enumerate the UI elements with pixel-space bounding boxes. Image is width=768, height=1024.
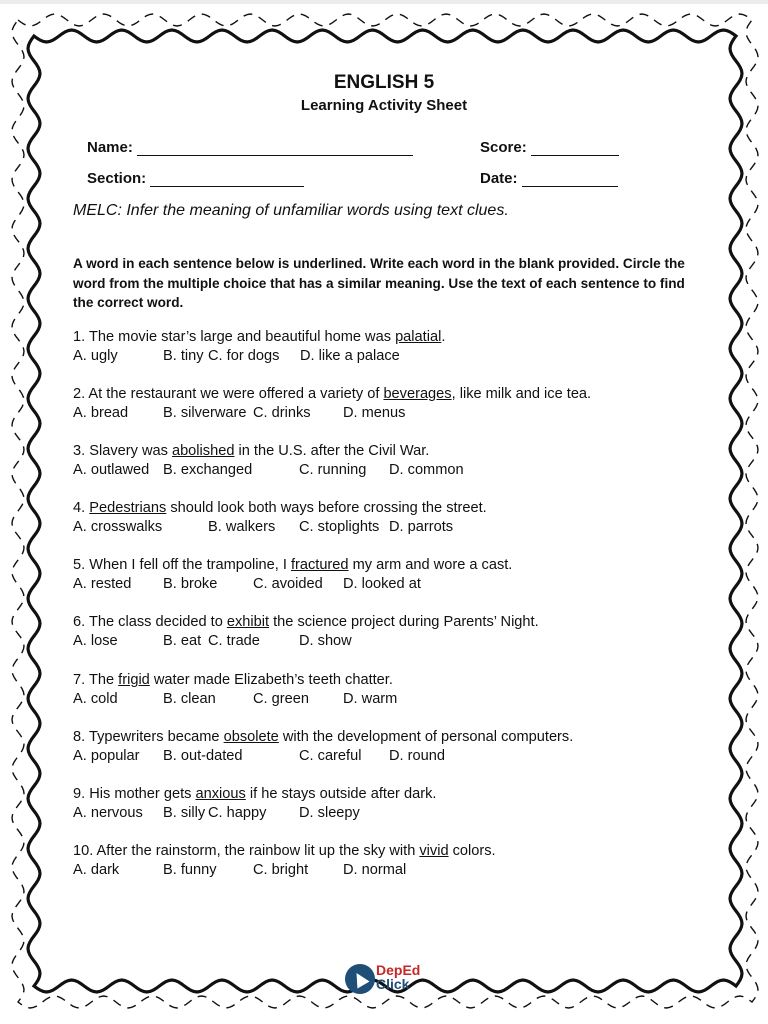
melc-statement: MELC: Infer the meaning of unfamiliar words using text clues. <box>73 202 509 219</box>
cursor-icon <box>345 964 375 994</box>
date-label: Date: <box>480 170 518 187</box>
option-a[interactable]: A. outlawed <box>73 462 150 478</box>
question-text: 3. Slavery was <box>73 443 172 459</box>
option-b[interactable]: B. out-dated <box>163 748 243 764</box>
name-field[interactable] <box>87 139 413 156</box>
option-d[interactable]: D. round <box>389 748 445 764</box>
question-text-end: my arm and wore a cast. <box>348 557 513 573</box>
option-b[interactable]: B. broke <box>163 576 218 592</box>
question-text-end: in the U.S. after the Civil War. <box>234 443 430 459</box>
worksheet-title: ENGLISH 5 <box>333 72 435 93</box>
option-c[interactable]: C. drinks <box>253 405 311 421</box>
option-b[interactable]: B. clean <box>163 691 216 707</box>
option-b[interactable]: B. walkers <box>208 519 276 535</box>
question-10 <box>73 843 496 859</box>
question-text: 1. The movie star’s large and beautiful home was <box>73 329 396 345</box>
option-c[interactable]: C. happy <box>208 805 267 821</box>
logo-text-line2: Click <box>376 976 410 992</box>
depedclick-logo <box>345 962 435 996</box>
question-1 <box>73 329 445 345</box>
option-b[interactable]: B. silverware <box>163 405 247 421</box>
option-a[interactable]: A. ugly <box>73 348 118 364</box>
question-4 <box>73 500 487 516</box>
question-text-end: the science project during Parents’ Night. <box>269 614 539 630</box>
option-a[interactable]: A. popular <box>73 748 140 764</box>
option-d[interactable]: D. warm <box>343 691 398 707</box>
underlined-word[interactable]: palatial <box>395 329 442 345</box>
question-5 <box>73 557 512 573</box>
option-a[interactable]: A. dark <box>73 862 120 878</box>
question-text: 5. When I fell off the trampoline, I <box>73 557 291 573</box>
option-c[interactable]: C. for dogs <box>208 348 280 364</box>
option-b[interactable]: B. funny <box>163 862 217 878</box>
option-c[interactable]: C. green <box>253 691 309 707</box>
option-a[interactable]: A. lose <box>73 633 118 649</box>
option-c[interactable]: C. running <box>299 462 367 478</box>
option-c[interactable]: C. avoided <box>253 576 323 592</box>
underlined-word[interactable]: abolished <box>171 443 235 459</box>
underlined-word[interactable]: Pedestrians <box>89 500 167 516</box>
name-label: Name: <box>87 139 133 156</box>
option-c[interactable]: C. stoplights <box>299 519 380 535</box>
question-6 <box>73 614 539 630</box>
underlined-word[interactable]: beverages <box>383 386 452 402</box>
option-c[interactable]: C. bright <box>253 862 309 878</box>
question-text: 2. At the restaurant we were offered a variety of <box>73 386 384 402</box>
question-text-end: should look both ways before crossing the street. <box>166 500 487 516</box>
question-text: 10. After the rainstorm, the rainbow lit up the sky with <box>73 843 420 859</box>
option-d[interactable]: D. show <box>299 633 352 649</box>
score-label: Score: <box>480 139 527 156</box>
option-a[interactable]: A. nervous <box>73 805 143 821</box>
logo-text-line1: DepEd <box>376 962 421 978</box>
underlined-word[interactable]: vivid <box>419 843 449 859</box>
question-text-end: water made Elizabeth’s teeth chatter. <box>149 672 393 688</box>
option-d[interactable]: D. looked at <box>343 576 421 592</box>
option-b[interactable]: B. eat <box>163 633 202 649</box>
underlined-word[interactable]: fractured <box>290 557 349 573</box>
option-d[interactable]: D. normal <box>343 862 407 878</box>
option-a[interactable]: A. cold <box>73 691 118 707</box>
section-line[interactable] <box>150 172 304 187</box>
option-d[interactable]: D. sleepy <box>299 805 360 821</box>
score-field[interactable] <box>480 139 619 156</box>
question-8 <box>73 729 573 745</box>
worksheet-subtitle: Learning Activity Sheet <box>300 97 468 114</box>
question-text: 8. Typewriters became <box>73 729 224 745</box>
underlined-word[interactable]: exhibit <box>226 614 270 630</box>
question-text: 6. The class decided to <box>73 614 227 630</box>
option-b[interactable]: B. exchanged <box>163 462 253 478</box>
option-a[interactable]: A. crosswalks <box>73 519 163 535</box>
question-text: 9. His mother gets <box>73 786 196 802</box>
question-3 <box>73 443 429 459</box>
question-text-end: . <box>441 329 446 345</box>
option-d[interactable]: D. common <box>389 462 464 478</box>
option-a[interactable]: A. bread <box>73 405 129 421</box>
question-text-end: , like milk and ice tea. <box>451 386 592 402</box>
question-2 <box>73 386 591 402</box>
date-line[interactable] <box>522 172 618 187</box>
underlined-word[interactable]: frigid <box>118 672 150 688</box>
question-9 <box>73 786 436 802</box>
question-text-end: if he stays outside after dark. <box>245 786 437 802</box>
question-text: 4. <box>73 500 90 516</box>
section-label: Section: <box>87 170 147 187</box>
option-a[interactable]: A. rested <box>73 576 132 592</box>
option-d[interactable]: D. menus <box>343 405 406 421</box>
question-text: 7. The <box>73 672 119 688</box>
option-d[interactable]: D. parrots <box>389 519 454 535</box>
question-7 <box>73 672 393 688</box>
question-text-end: colors. <box>448 843 496 859</box>
option-c[interactable]: C. careful <box>299 748 362 764</box>
option-b[interactable]: B. silly <box>163 805 206 821</box>
question-text-end: with the development of personal computers. <box>278 729 574 745</box>
option-c[interactable]: C. trade <box>208 633 260 649</box>
section-field[interactable] <box>87 170 304 187</box>
name-line[interactable] <box>137 141 413 156</box>
option-d[interactable]: D. like a palace <box>300 348 400 364</box>
underlined-word[interactable]: anxious <box>195 786 246 802</box>
option-b[interactable]: B. tiny <box>163 348 204 364</box>
instructions: A word in each sentence below is underlined. Write each word in the blank provided. Circle the word from the multiple choice that has a similar meaning. Use the text of each sentence to find the correct word. <box>73 256 685 310</box>
date-field[interactable] <box>480 170 618 187</box>
underlined-word[interactable]: obsolete <box>223 729 279 745</box>
score-line[interactable] <box>531 141 619 156</box>
